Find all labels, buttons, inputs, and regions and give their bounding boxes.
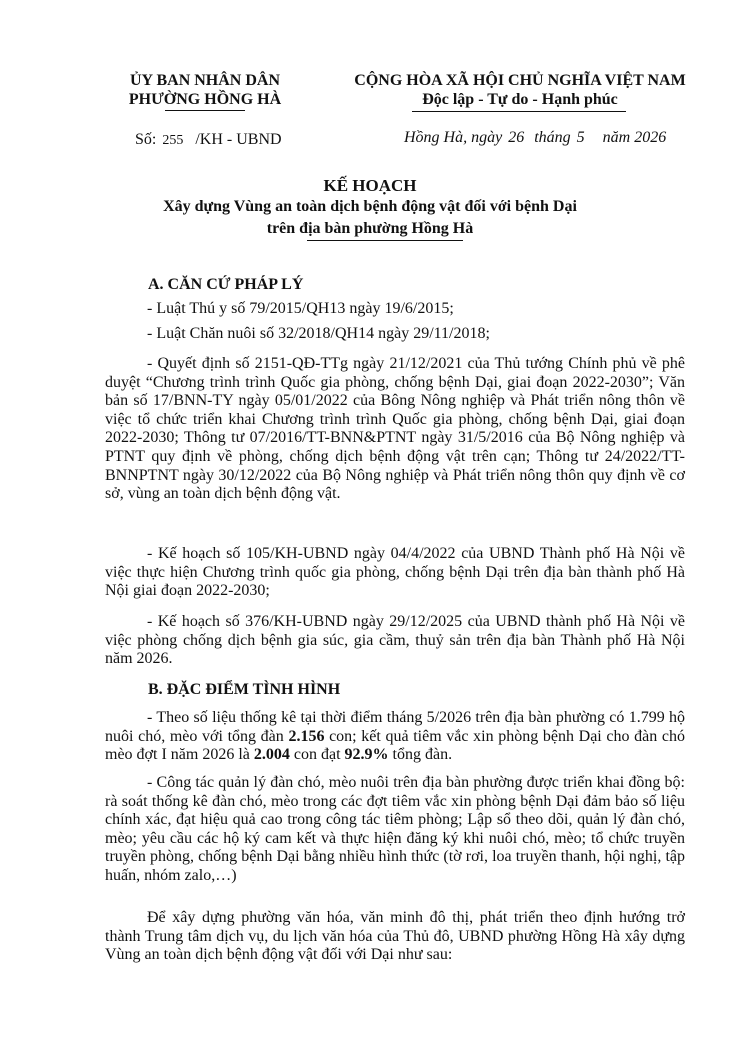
org-underline <box>165 110 245 111</box>
date-day: 26 <box>508 129 525 146</box>
nation-motto: Độc lập - Tự do - Hạnh phúc <box>422 91 618 108</box>
date-month-label: tháng <box>534 129 571 146</box>
date-year: năm 2026 <box>602 129 667 146</box>
document-date <box>404 129 666 147</box>
vaccination-rate: 92.9% <box>344 746 389 764</box>
legal-basis-item-4: - Kế hoạch số 105/KH-UBND ngày 04/4/2022 của UBND Thành phố Hà Nội về việc thực hiện Chương trình quốc gia phòng, chống bệnh Dại trên địa bàn thành phố Hà Nội giai đoạn 2022-2030; <box>105 545 685 600</box>
doc-number-value: 255 <box>162 133 184 148</box>
document-subtitle-line1: Xây dựng Vùng an toàn dịch bệnh động vật đối với bệnh Dại <box>163 198 577 215</box>
org-name-line2: PHƯỜNG HỒNG HÀ <box>128 91 282 108</box>
vaccinated-count: 2.004 <box>253 746 290 764</box>
motto-underline <box>412 111 626 112</box>
total-herd-count: 2.156 <box>288 727 325 745</box>
situation-text-g: tổng đàn. <box>388 746 453 764</box>
section-a-heading: A. CĂN CỨ PHÁP LÝ <box>148 276 304 293</box>
date-month: 5 <box>576 129 585 146</box>
nation-name: CỘNG HÒA XÃ HỘI CHỦ NGHĨA VIỆT NAM <box>354 72 686 89</box>
situation-text-e: con đạt <box>289 746 345 764</box>
situation-paragraph-3: Để xây dựng phường văn hóa, văn minh đô thị, phát triển theo định hướng trở thành Trung tâm dịch vụ, du lịch văn hóa của Thủ đô, UBND phường Hồng Hà xây dựng Vùng an toàn dịch bệnh động vật đối với Dại như sau: <box>105 909 685 964</box>
doc-number-prefix: Số: <box>135 131 157 148</box>
document-title: KẾ HOẠCH <box>323 176 417 195</box>
legal-basis-item-3: - Quyết định số 2151-QĐ-TTg ngày 21/12/2021 của Thủ tướng Chính phủ về phê duyệt “Chương trình trình Quốc gia phòng, chống bệnh Dại, giai đoạn 2022-2030”; Văn bản số 17/BNN-TY ngày 05/01/2022 của Bông Nông nghiệp và Phát triển nông thôn về việc tổ chức triển khai Chương trình trình Quốc gia phòng, chống bệnh Dại, giai đoạn 2022-2030; Thông tư 07/2016/TT-BNN&PTNT ngày 31/5/2016 của Bộ Nông nghiệp và PTNT quy định về phòng, chống dịch bệnh động vật trên cạn; Thông tư 24/2022/TT-BNNPTNT ngày 30/12/2022 của Bộ Nông nghiệp và Phát triển nông thôn quy định về cơ sở, vùng an toàn dịch bệnh động vật. <box>105 355 685 503</box>
document-number <box>135 131 282 149</box>
situation-text-a: - Theo số liệu thống kê tại thời điểm tháng 5/2026 trên địa bàn phường có 1.799 hộ nuôi chó, mèo với tổng đàn <box>105 709 685 745</box>
situation-text-c: con; kết quả tiêm vắc xin phòng bệnh Dại cho đàn chó mèo đợt I năm 2026 là <box>105 727 685 764</box>
org-name-line1: ỦY BAN NHÂN DÂN <box>129 72 281 89</box>
legal-basis-item-5: - Kế hoạch số 376/KH-UBND ngày 29/12/2025 của UBND thành phố Hà Nội về việc phòng chống dịch bệnh gia súc, gia cầm, thuỷ sản trên địa bàn Thành phố Hà Nội năm 2026. <box>105 613 685 668</box>
section-b-heading: B. ĐẶC ĐIỂM TÌNH HÌNH <box>148 681 341 698</box>
doc-number-suffix: /KH - UBND <box>195 131 282 148</box>
title-underline <box>307 240 463 241</box>
document-subtitle-line2: trên địa bàn phường Hồng Hà <box>266 220 474 237</box>
situation-paragraph-1 <box>105 709 685 765</box>
legal-basis-item-1: - Luật Thú y số 79/2015/QH13 ngày 19/6/2015; <box>147 300 454 317</box>
situation-paragraph-2: - Công tác quản lý đàn chó, mèo nuôi trên địa bàn phường được triển khai đồng bộ: rà soát thống kê đàn chó, mèo trong các đợt tiêm vắc xin phòng bệnh Dại đảm bảo số liệu chính xác, đạt hiệu quả cao trong công tác tiêm phòng; Lập sổ theo dõi, quản lý đàn chó, mèo; yêu cầu các hộ ký cam kết và thực hiện đăng ký khi nuôi chó, mèo; tổ chức truyền truyền phòng, chống bệnh Dại bằng nhiều hình thức (tờ rơi, loa truyền thanh, hội nghị, tập huấn, nhóm zalo,…) <box>105 774 685 884</box>
legal-basis-item-2: - Luật Chăn nuôi số 32/2018/QH14 ngày 29/11/2018; <box>147 325 490 342</box>
date-place: Hồng Hà, ngày <box>404 129 503 146</box>
